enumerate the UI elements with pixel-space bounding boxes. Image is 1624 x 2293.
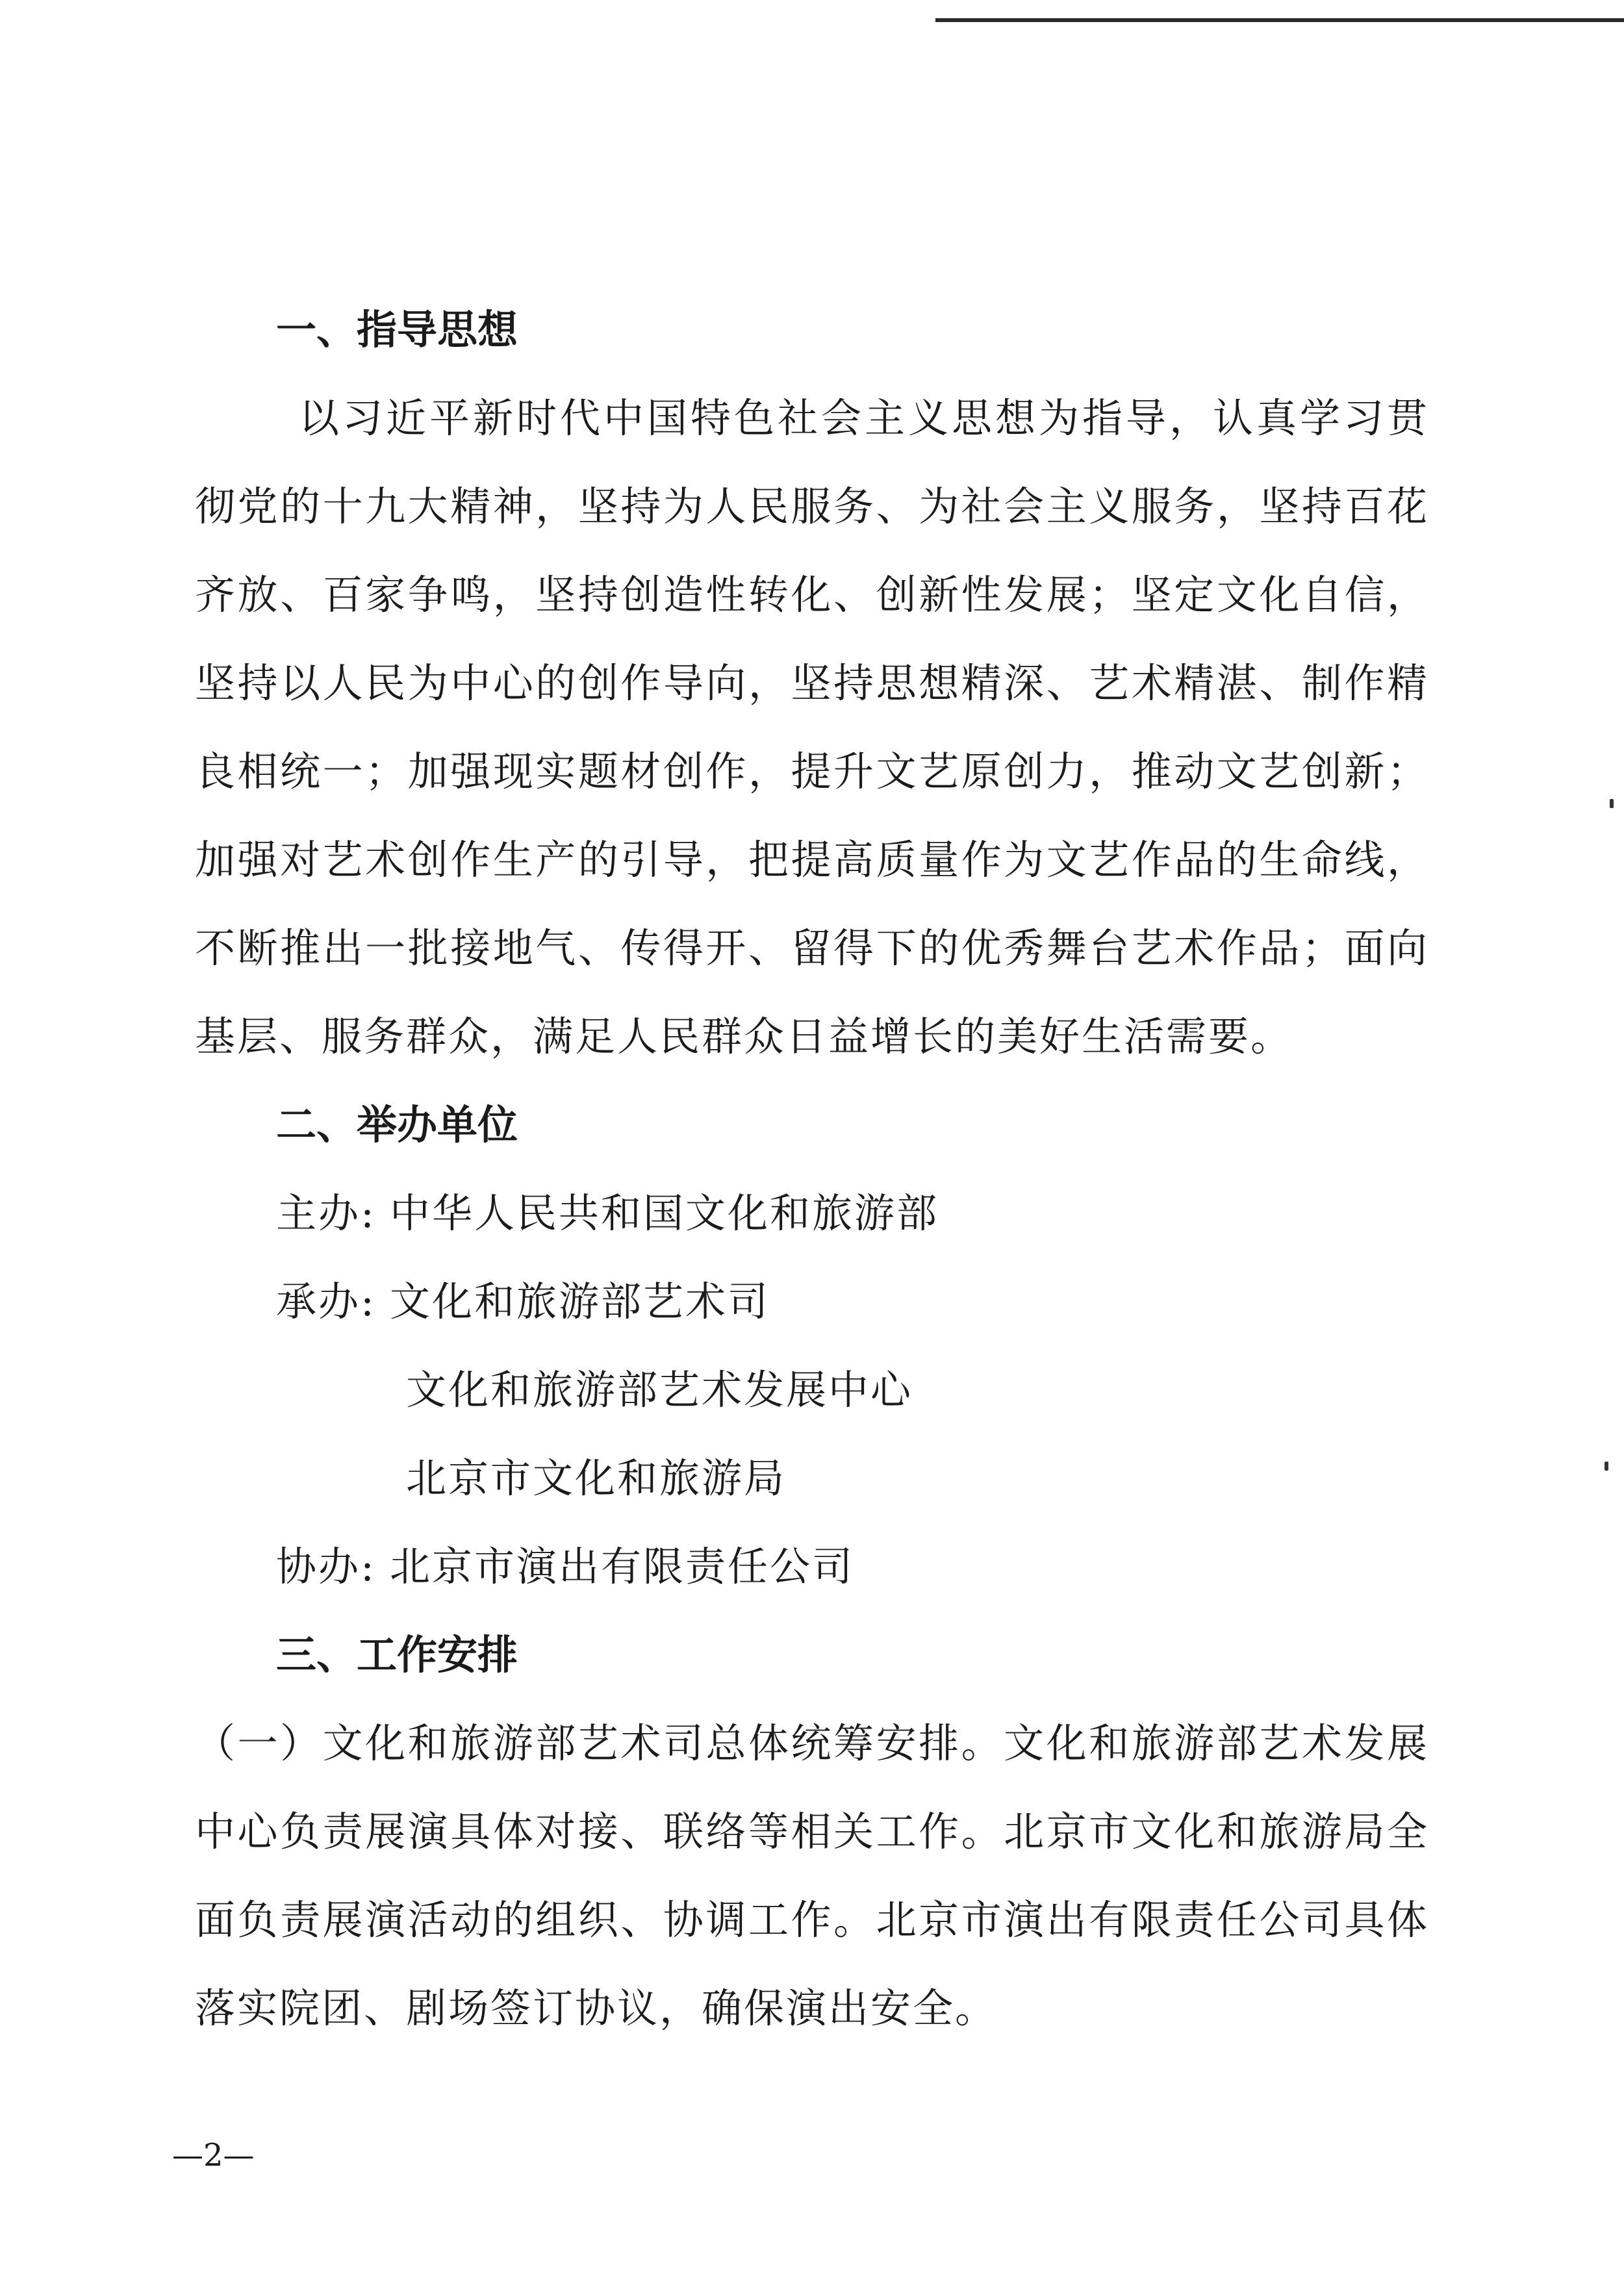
page-number: —2— [172,2137,255,2173]
section-heading-work-arrangements: 三、工作安排 [276,1631,518,1679]
co-organizer-row [195,1523,1429,1611]
scan-top-rule [935,18,1624,22]
document-page [195,286,1429,2053]
host-row [195,1169,1429,1258]
section-heading-organizers: 二、举办单位 [276,1101,518,1148]
undertaker-label: 承办: [276,1278,376,1325]
scan-speck [1610,799,1614,808]
undertaker-value: 文化和旅游部艺术发展中心 [406,1366,913,1413]
co-organizer-value: 北京市演出有限责任公司 [390,1543,855,1590]
co-organizer-label: 协办: [276,1543,376,1590]
section-heading-guiding-ideology: 一、指导思想 [276,306,518,353]
host-label: 主办: [276,1189,376,1237]
work-arrangements-paragraph: （一）文化和旅游部艺术司总体统筹安排。文化和旅游部艺术发展中心负责展演具体对接、联络等相关工作。北京市文化和旅游局全面负责展演活动的组织、协调工作。北京市演出有限责任公司具体落实院团、剧场签订协议，确保演出安全。 [195,1719,1429,2032]
undertaker-value: 文化和旅游部艺术司 [390,1278,770,1325]
host-value: 中华人民共和国文化和旅游部 [390,1189,939,1237]
undertaker-value: 北京市文化和旅游局 [406,1454,787,1502]
guiding-ideology-paragraph: 以习近平新时代中国特色社会主义思想为指导，认真学习贯彻党的十九大精神，坚持为人民服务、为社会主义服务，坚持百花齐放、百家争鸣，坚持创造性转化、创新性发展；坚定文化自信，坚持以人民为中心的创作导向，坚持思想精深、艺术精湛、制作精良相统一；加强现实题材创作，提升文艺原创力，推动文艺创新；加强对艺术创作生产的引导，把提高质量作为文艺作品的生命线，不断推出一批接地气、传得开、留得下的优秀舞台艺术作品；面向基层、服务群众，满足人民群众日益增长的美好生活需要。 [195,394,1429,1060]
scan-speck [1605,1462,1608,1471]
undertaker-row [195,1258,1429,1346]
